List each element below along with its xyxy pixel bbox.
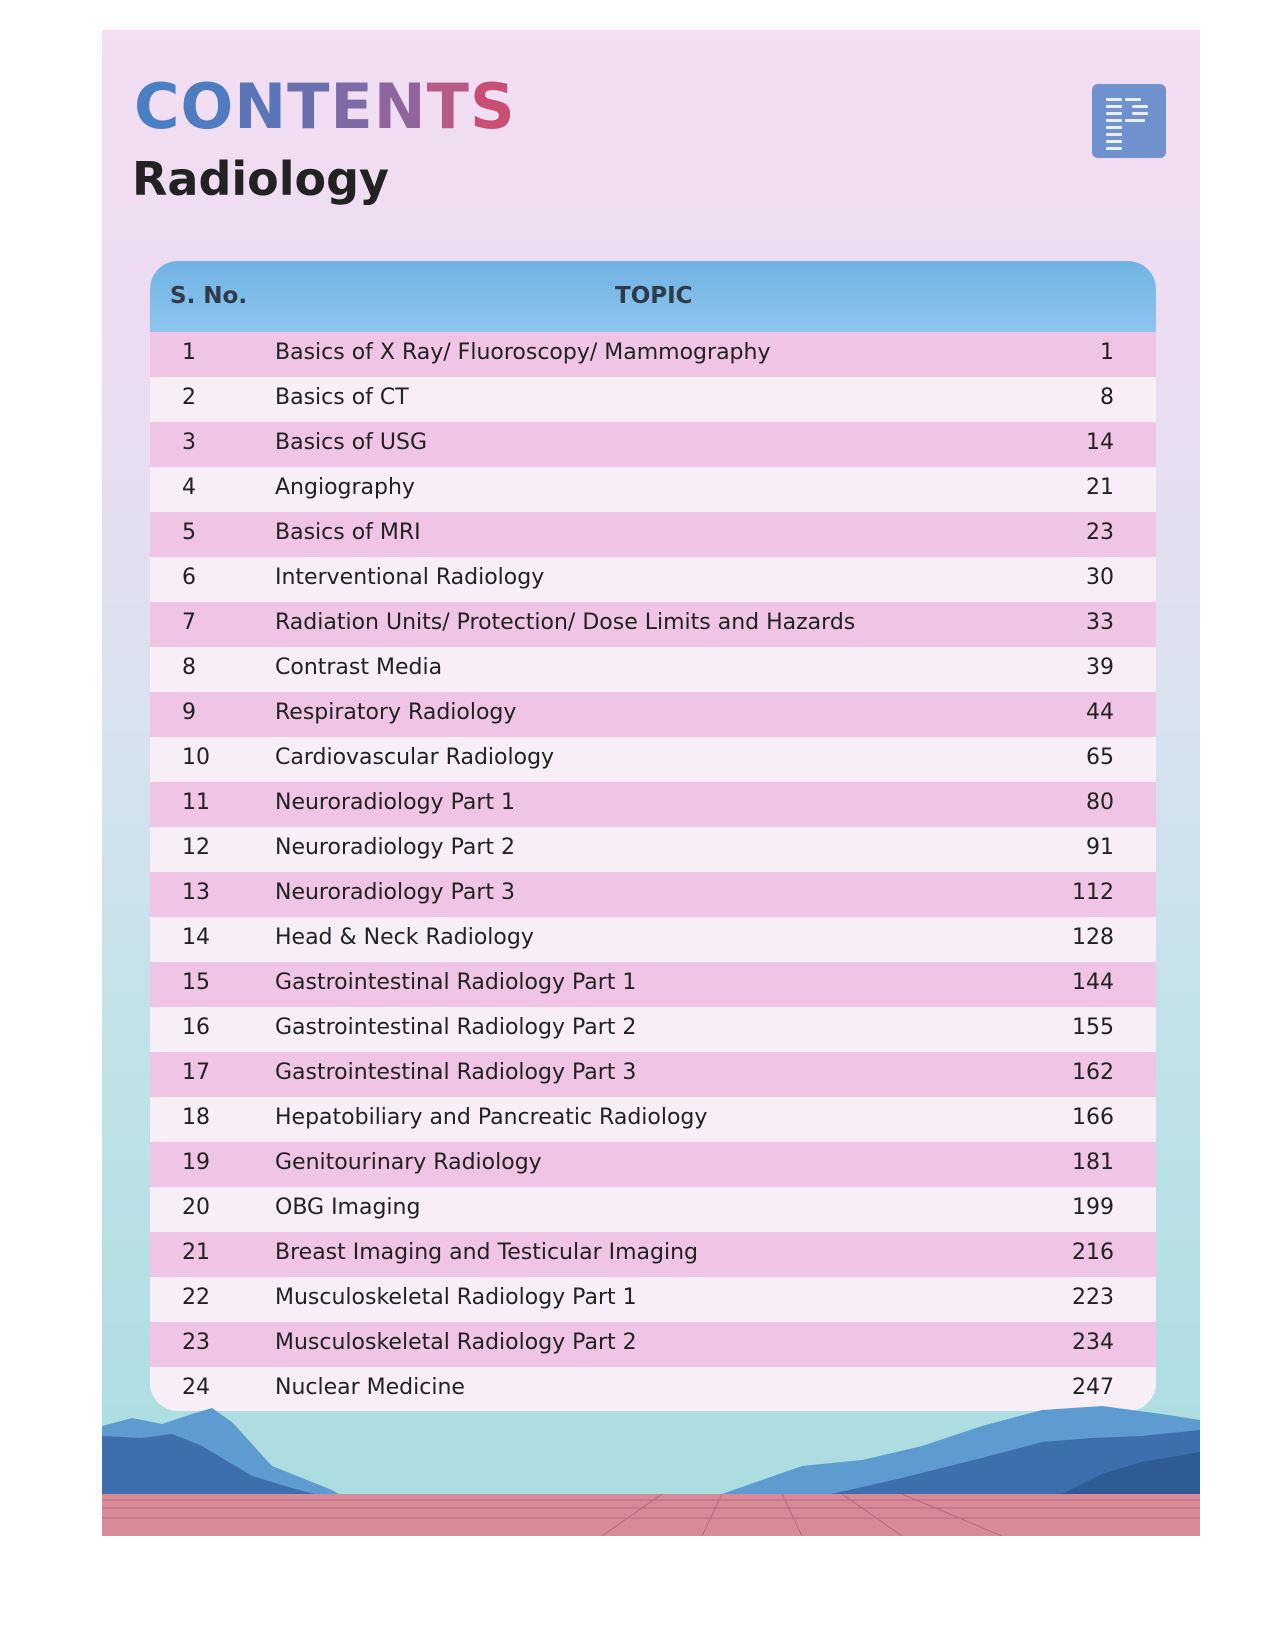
row-page-number: 80 xyxy=(1086,790,1114,815)
row-topic: Gastrointestinal Radiology Part 2 xyxy=(275,1015,637,1040)
row-page-number: 162 xyxy=(1072,1060,1114,1085)
row-sno: 15 xyxy=(182,970,210,995)
row-sno: 17 xyxy=(182,1060,210,1085)
table-row xyxy=(150,692,1156,737)
table-body xyxy=(150,332,1156,1411)
row-page-number: 234 xyxy=(1072,1330,1114,1355)
contents-title xyxy=(134,70,516,143)
row-topic: Basics of X Ray/ Fluoroscopy/ Mammography xyxy=(275,340,771,365)
row-sno: 9 xyxy=(182,700,196,725)
contents-title-letter: O xyxy=(180,70,235,143)
table-row xyxy=(150,1052,1156,1097)
table-row xyxy=(150,512,1156,557)
row-sno: 11 xyxy=(182,790,210,815)
contents-title-letter: E xyxy=(330,70,374,143)
row-page-number: 112 xyxy=(1072,880,1114,905)
column-header-topic: TOPIC xyxy=(615,283,693,309)
row-page-number: 181 xyxy=(1072,1150,1114,1175)
row-topic: Radiation Units/ Protection/ Dose Limits and Hazards xyxy=(275,610,856,635)
table-row xyxy=(150,1142,1156,1187)
row-page-number: 8 xyxy=(1100,385,1114,410)
row-topic: Gastrointestinal Radiology Part 3 xyxy=(275,1060,637,1085)
row-page-number: 39 xyxy=(1086,655,1114,680)
contents-table xyxy=(150,261,1156,1411)
table-row xyxy=(150,1097,1156,1142)
row-topic: Nuclear Medicine xyxy=(275,1375,465,1400)
table-row xyxy=(150,1187,1156,1232)
row-sno: 21 xyxy=(182,1240,210,1265)
table-row xyxy=(150,332,1156,377)
mountain-landscape-illustration xyxy=(102,1386,1200,1536)
row-topic: Neuroradiology Part 2 xyxy=(275,835,515,860)
table-row xyxy=(150,737,1156,782)
row-topic: Genitourinary Radiology xyxy=(275,1150,542,1175)
row-sno: 6 xyxy=(182,565,196,590)
row-topic: Basics of USG xyxy=(275,430,428,455)
row-topic: Basics of CT xyxy=(275,385,409,410)
row-sno: 7 xyxy=(182,610,196,635)
row-page-number: 128 xyxy=(1072,925,1114,950)
row-sno: 16 xyxy=(182,1015,210,1040)
row-topic: OBG Imaging xyxy=(275,1195,421,1220)
row-sno: 23 xyxy=(182,1330,210,1355)
row-topic: Musculoskeletal Radiology Part 2 xyxy=(275,1330,637,1355)
table-row xyxy=(150,1232,1156,1277)
row-sno: 13 xyxy=(182,880,210,905)
row-topic: Neuroradiology Part 3 xyxy=(275,880,515,905)
table-row xyxy=(150,647,1156,692)
table-row xyxy=(150,1322,1156,1367)
row-sno: 5 xyxy=(182,520,196,545)
contents-title-letter: C xyxy=(134,70,181,143)
table-row xyxy=(150,467,1156,512)
row-page-number: 23 xyxy=(1086,520,1114,545)
row-page-number: 199 xyxy=(1072,1195,1114,1220)
table-row xyxy=(150,377,1156,422)
row-sno: 10 xyxy=(182,745,210,770)
row-sno: 4 xyxy=(182,475,196,500)
row-page-number: 223 xyxy=(1072,1285,1114,1310)
table-row xyxy=(150,782,1156,827)
row-page-number: 166 xyxy=(1072,1105,1114,1130)
table-row xyxy=(150,602,1156,647)
contents-title-letter: N xyxy=(234,70,288,143)
contents-title-letter: N xyxy=(373,70,427,143)
subject-title: Radiology xyxy=(132,152,390,206)
table-row xyxy=(150,917,1156,962)
row-sno: 8 xyxy=(182,655,196,680)
row-page-number: 30 xyxy=(1086,565,1114,590)
row-page-number: 14 xyxy=(1086,430,1114,455)
row-page-number: 247 xyxy=(1072,1375,1114,1400)
row-page-number: 155 xyxy=(1072,1015,1114,1040)
column-header-sno: S. No. xyxy=(170,283,248,309)
row-sno: 24 xyxy=(182,1375,210,1400)
row-topic: Gastrointestinal Radiology Part 1 xyxy=(275,970,637,995)
row-sno: 1 xyxy=(182,340,196,365)
row-topic: Basics of MRI xyxy=(275,520,421,545)
row-page-number: 1 xyxy=(1100,340,1114,365)
row-page-number: 21 xyxy=(1086,475,1114,500)
row-sno: 14 xyxy=(182,925,210,950)
table-row xyxy=(150,872,1156,917)
row-page-number: 33 xyxy=(1086,610,1114,635)
row-topic: Neuroradiology Part 1 xyxy=(275,790,515,815)
row-topic: Breast Imaging and Testicular Imaging xyxy=(275,1240,699,1265)
table-row xyxy=(150,1007,1156,1052)
row-sno: 22 xyxy=(182,1285,210,1310)
row-page-number: 65 xyxy=(1086,745,1114,770)
row-sno: 12 xyxy=(182,835,210,860)
row-sno: 18 xyxy=(182,1105,210,1130)
row-topic: Contrast Media xyxy=(275,655,443,680)
row-topic: Head & Neck Radiology xyxy=(275,925,534,950)
table-row xyxy=(150,422,1156,467)
row-page-number: 91 xyxy=(1086,835,1114,860)
contents-title-letter: T xyxy=(287,70,331,143)
row-sno: 20 xyxy=(182,1195,210,1220)
contents-title-letter: T xyxy=(426,70,470,143)
row-page-number: 44 xyxy=(1086,700,1114,725)
publisher-logo-icon xyxy=(1092,84,1166,158)
row-topic: Cardiovascular Radiology xyxy=(275,745,555,770)
table-row xyxy=(150,1277,1156,1322)
row-sno: 2 xyxy=(182,385,196,410)
contents-page xyxy=(102,30,1200,1536)
table-row xyxy=(150,962,1156,1007)
row-topic: Respiratory Radiology xyxy=(275,700,517,725)
table-header xyxy=(150,261,1156,332)
row-topic: Angiography xyxy=(275,475,415,500)
row-page-number: 216 xyxy=(1072,1240,1114,1265)
row-page-number: 144 xyxy=(1072,970,1114,995)
table-row xyxy=(150,557,1156,602)
row-sno: 3 xyxy=(182,430,196,455)
row-topic: Interventional Radiology xyxy=(275,565,545,590)
row-topic: Musculoskeletal Radiology Part 1 xyxy=(275,1285,637,1310)
table-row xyxy=(150,827,1156,872)
contents-title-letter: S xyxy=(469,70,516,143)
row-topic: Hepatobiliary and Pancreatic Radiology xyxy=(275,1105,708,1130)
row-sno: 19 xyxy=(182,1150,210,1175)
